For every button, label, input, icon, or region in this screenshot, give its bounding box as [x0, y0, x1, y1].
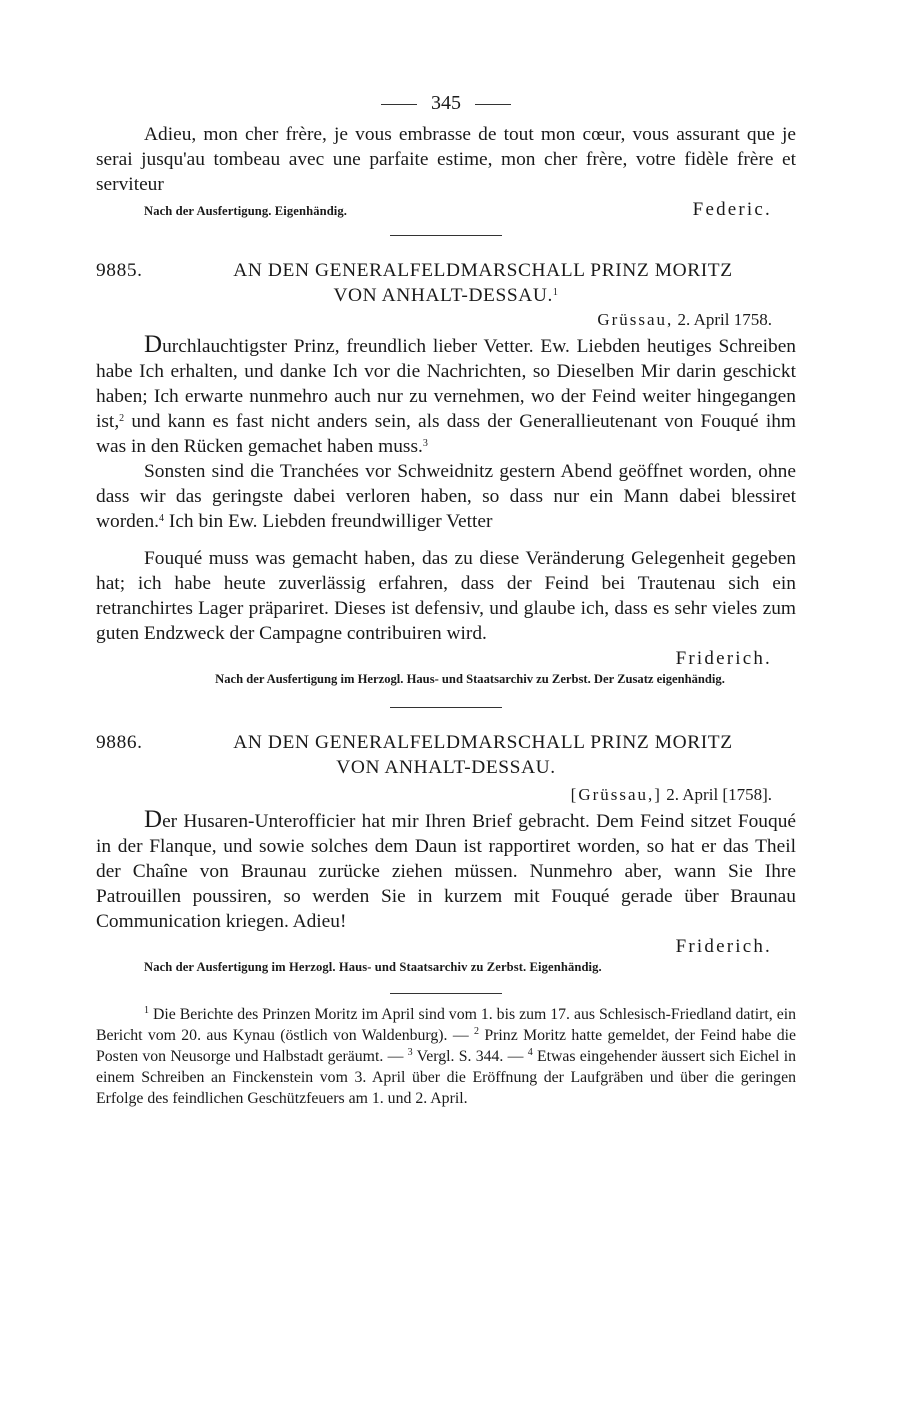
letter-9885-heading: [96, 258, 796, 308]
letter-9886-source: Nach der Ausfertigung im Herzogl. Haus- und Staatsarchiv zu Zerbst. Eigenhändig.: [144, 960, 602, 974]
letter-9885-dateline: [96, 308, 796, 332]
page-number-dash-right: [475, 104, 511, 105]
footnote-1-text: Die Berichte des Prinzen Moritz im April sind vom 1. bis zum 17. aus Schlesisch-Friedland datirt, ein Bericht vom 20. aus Kynau (östlich von Waldenburg). —: [96, 1006, 796, 1044]
letter-9885-p1-text-b: und kann es fast nicht anders sein, als dass der Generallieutenant von Fouqué ihm was in den Rücken gemachet haben muss.: [96, 411, 796, 457]
footnote-4-text: Etwas eingehender äussert sich Eichel in einem Schreiben an Finckenstein vom 3. April über die Eröffnung der Laufgräben und über die geringen Erfolge des feindlichen Geschützfeuers am 1. und 2. April.: [96, 1048, 796, 1107]
letter-9886-heading-line2: VON ANHALT-DESSAU.: [336, 757, 556, 778]
letter-9886-p1-text: er Husaren-Unterofficier hat mir Ihren Brief gebracht. Dem Feind sitzet Fouqué in der Flanque, und sowie solches dem Daun ist rapportiret worden, so hat er das Theil der Chaîne von Braunau zurücke ziehen müssen. Nunmehro aber, wann Sie Ihre Patrouillen poussiren, so werden Sie in kurzem mit Fouqué gerade über Braunau Communication kriegen. Adieu!: [96, 811, 796, 932]
letter-9885-paragraph-2: [96, 459, 796, 534]
page-number-line: [96, 88, 796, 118]
letter-9885-paragraph-1: [96, 332, 796, 459]
letter-9886-dropcap: D: [144, 806, 163, 833]
letter-9886-dateline: [96, 783, 796, 807]
page-number-dash-left: [381, 104, 417, 105]
page-number: 345: [431, 92, 461, 114]
divider-rule: [390, 707, 502, 708]
letter-9885-number: 9885.: [96, 260, 143, 281]
letter-9885-heading-line2: VON ANHALT-DESSAU.: [333, 285, 553, 306]
footnote-ref-4: 4: [159, 513, 165, 524]
letter-9885-signature: Friderich.: [675, 648, 772, 669]
letter-9885-postscript: Fouqué muss was gemacht haben, das zu diese Veränderung Gelegenheit gegeben hat; ich habe heute zuverlässig erfahren, dass der Feind bei Trautenau sich ein retranchirtes Lager präpariret. Dieses ist defensiv, und glaube ich, dass es sehr vieles zum guten Endzweck der Campagne contribuiren wird.: [96, 548, 796, 644]
footnote-3-text: Vergl. S. 344. —: [412, 1048, 528, 1065]
letter-9885-source: Nach der Ausfertigung im Herzogl. Haus- und Staatsarchiv zu Zerbst. Der Zusatz eigenhändig.: [215, 672, 725, 686]
letter-9885-p2-text-b: Ich bin Ew. Liebden freundwilliger Vetter: [164, 511, 493, 532]
letter-9886-signature: Friderich.: [675, 936, 772, 957]
letter-9886-date: 2. April [1758].: [666, 785, 772, 804]
opening-source: Nach der Ausfertigung. Eigenhändig.: [144, 204, 348, 218]
footnote-2-marker: 2: [474, 1026, 480, 1037]
footnote-4-marker: 4: [527, 1047, 533, 1058]
footnotes: [96, 1004, 796, 1109]
opening-source-row: [96, 199, 796, 221]
letter-9886-heading-line1: AN DEN GENERALFELDMARSCHALL PRINZ MORITZ: [233, 732, 733, 753]
letter-9886-heading: [96, 730, 796, 780]
footnote-ref-3: 3: [422, 438, 428, 449]
letter-9885-heading-line1: AN DEN GENERALFELDMARSCHALL PRINZ MORITZ: [233, 260, 733, 281]
footnote-2-text: Prinz Moritz hatte gemeldet, der Feind habe die Posten von Neusorge und Halbstadt geräumt. —: [96, 1027, 796, 1065]
letter-9885-date-place: Grüssau,: [597, 310, 674, 329]
letter-9886-number: 9886.: [96, 732, 143, 753]
letter-9886-paragraph-1: [96, 807, 796, 934]
letter-9885-dropcap: D: [144, 331, 163, 358]
footnote-1-marker: 1: [144, 1005, 149, 1016]
opening-signature: Federic.: [692, 199, 772, 220]
footnote-ref-2: 2: [119, 413, 125, 424]
letter-9885-heading-note: 1: [552, 287, 559, 298]
letter-9886-date-place: [Grüssau,]: [570, 785, 662, 804]
letter-9885-date: 2. April 1758.: [677, 310, 772, 329]
opening-paragraph: Adieu, mon cher frère, je vous embrasse de tout mon cœur, vous assurant que je serai jusqu'au tombeau avec une parfaite estime, mon cher frère, votre fidèle frère et serviteur: [96, 124, 796, 195]
letter-9885-p1-text-a: urchlauchtigster Prinz, freundlich lieber Vetter. Ew. Liebden heutiges Schreiben habe Ich erhalten, und danke Ich vor die Nachrichten, so Dieselben Mir darin geschickt haben; Ich erwarte nunmehro auch nur zu vernehmen, wo der Feind weiter hingegangen ist,: [96, 336, 796, 432]
page: [96, 88, 796, 1109]
footnote-rule: [390, 993, 502, 994]
letter-9885-p2-text-a: Sonsten sind die Tranchées vor Schweidnitz gestern Abend geöffnet worden, ohne dass wir das geringste dabei verloren haben, so dass nur ein Mann dabei blessiret worden.: [96, 461, 796, 532]
divider-rule: [390, 235, 502, 236]
footnote-3-marker: 3: [407, 1047, 413, 1058]
